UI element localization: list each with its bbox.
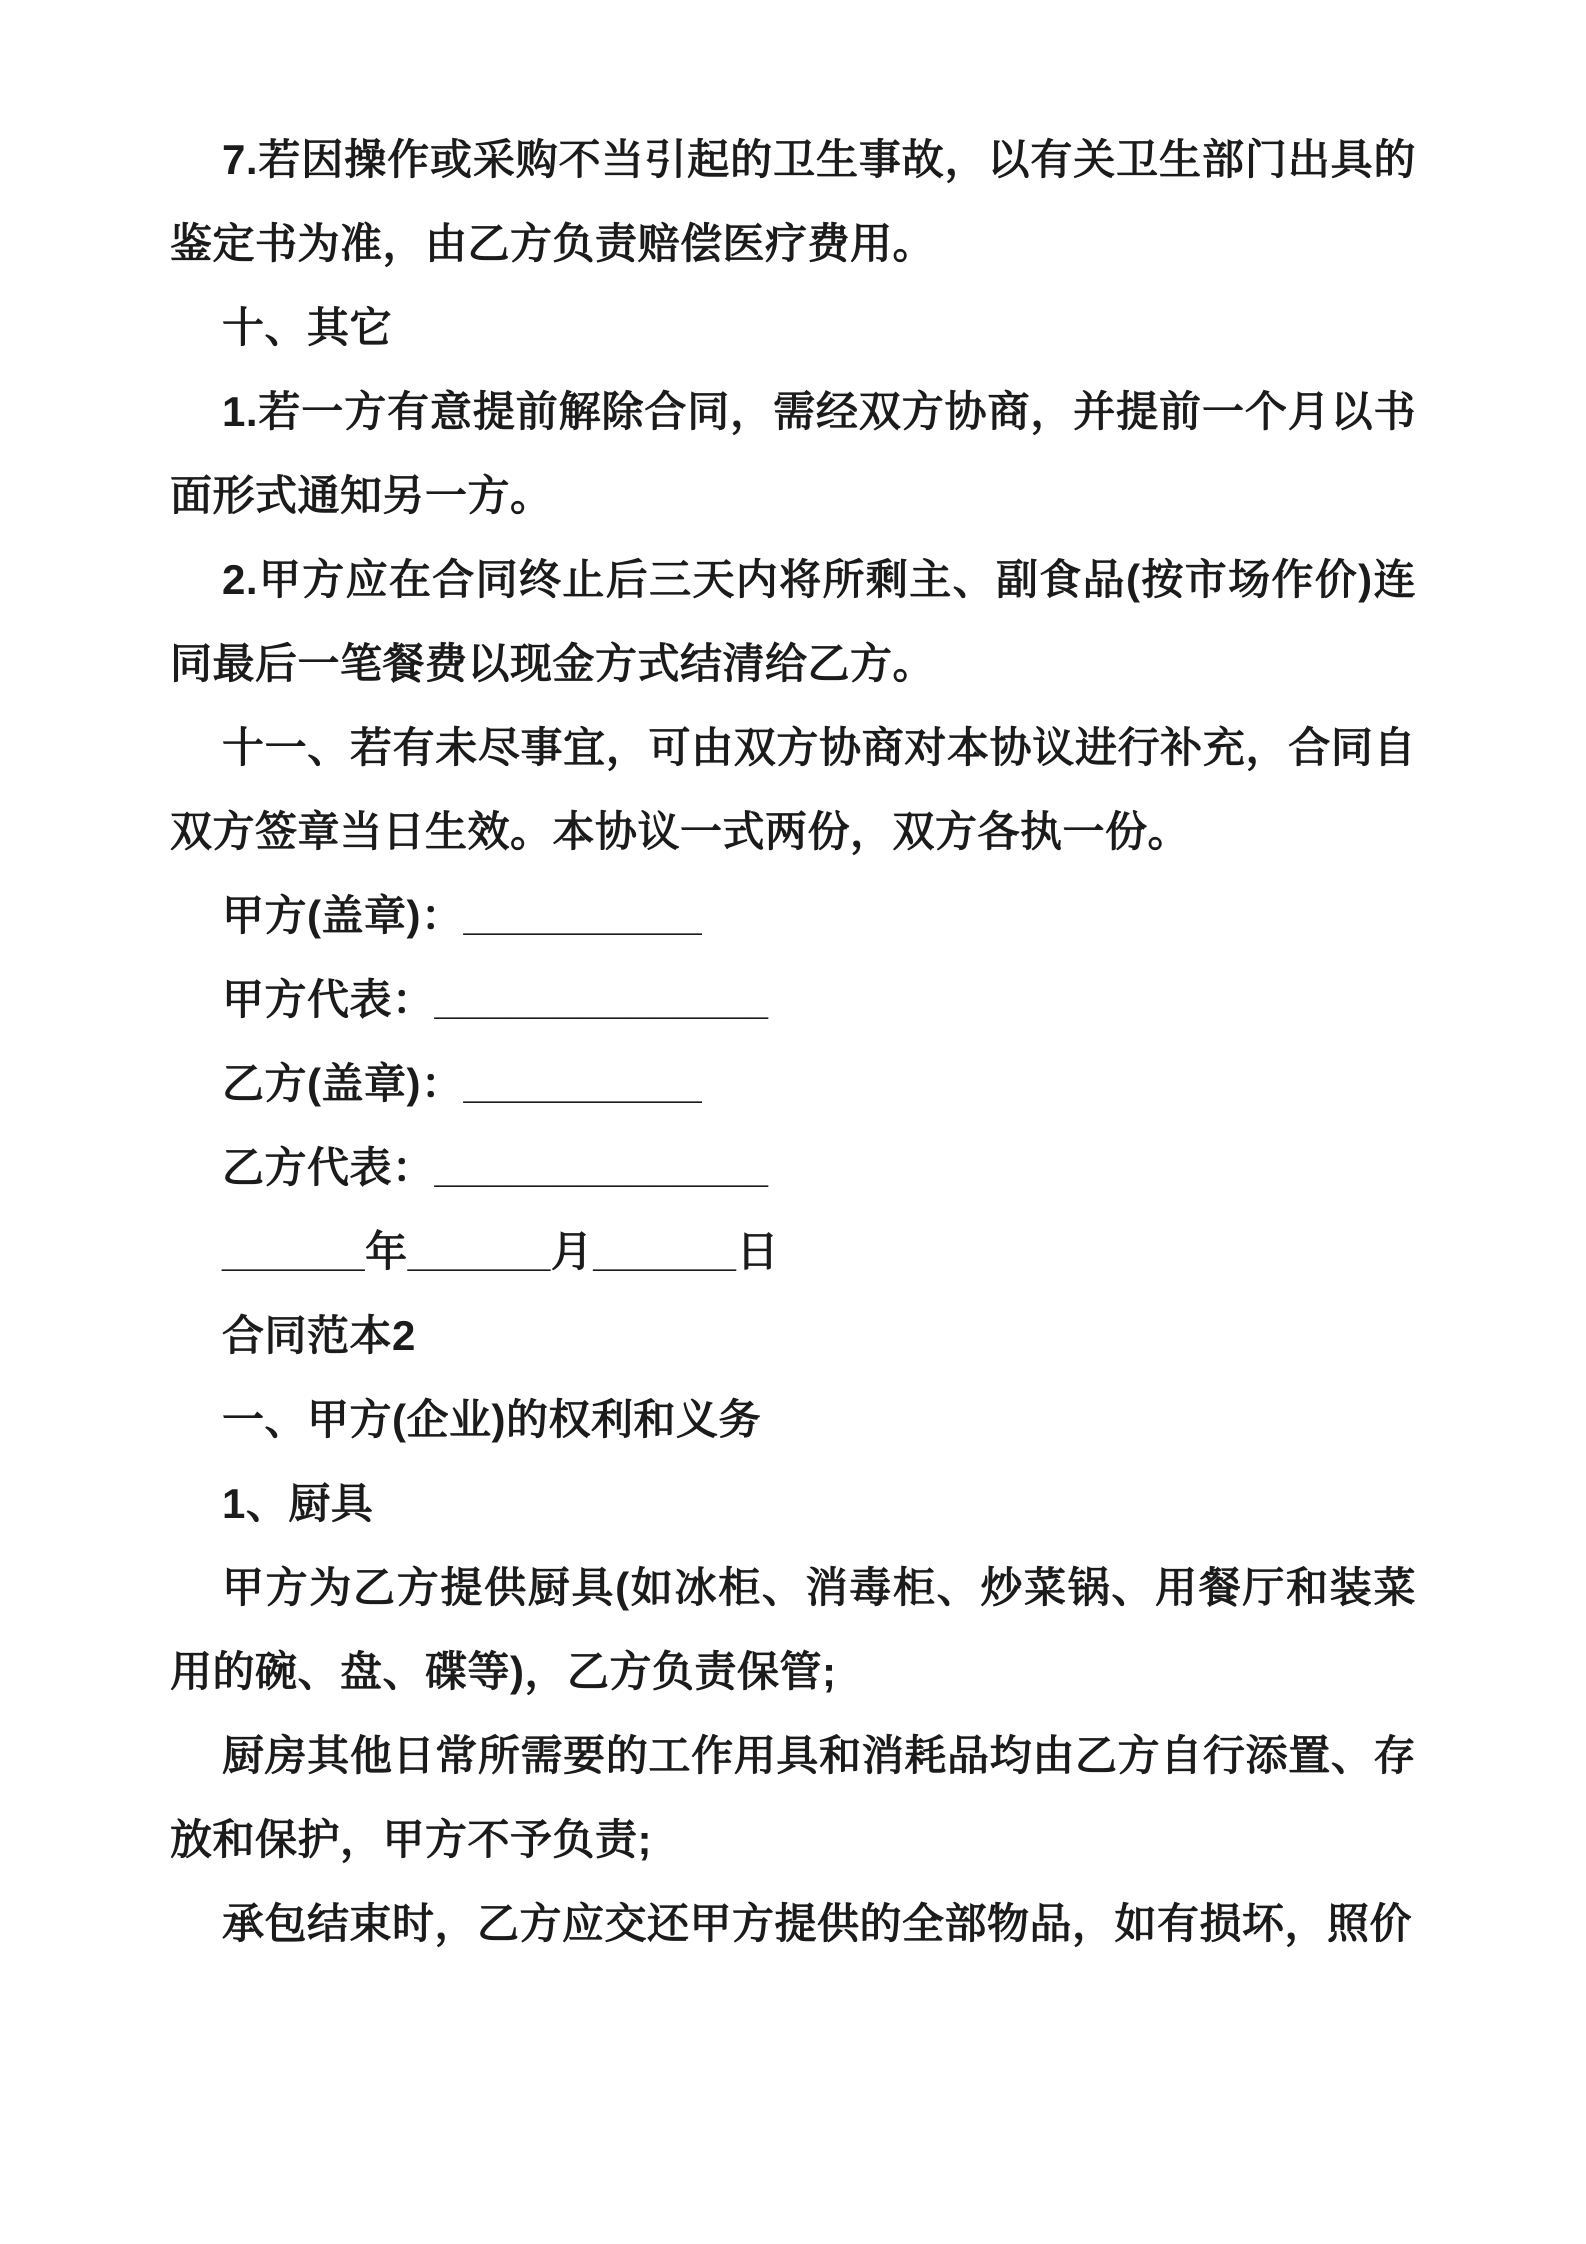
paragraph-kitchenware-provision: 甲方为乙方提供厨具(如冰柜、消毒柜、炒菜锅、用餐厅和装菜用的碗、盘、碟等)，乙方负责保管; [170,1564,1416,1695]
date-line: ______年______月______日 [222,1228,779,1275]
signature-line-party-b-seal: 乙方(盖章)：__________ [222,1060,703,1107]
paragraph-section-11: 十一、若有未尽事宜，可由双方协商对本协议进行补充，合同自双方签章当日生效。本协议一式两份，双方各执一份。 [170,724,1416,855]
paragraph-section-1-heading: 一、甲方(企业)的权利和义务 [222,1396,761,1443]
paragraph-section-10-item-1: 1.若一方有意提前解除合同，需经双方协商，并提前一个月以书面形式通知另一方。 [170,388,1416,519]
paragraph-kitchenware-consumables: 厨房其他日常所需要的工作用具和消耗品均由乙方自行添置、存放和保护，甲方不予负责; [170,1732,1416,1863]
paragraph-template-2-heading: 合同范本2 [222,1312,416,1359]
paragraph-section-10-item-2: 2.甲方应在合同终止后三天内将所剩主、副食品(按市场作价)连同最后一笔餐费以现金方式结清给乙方。 [170,556,1416,687]
paragraph-section-10-heading: 十、其它 [222,304,393,351]
signature-line-party-a-seal: 甲方(盖章)：__________ [222,892,703,939]
signature-line-party-a-representative: 甲方代表：______________ [222,976,769,1023]
paragraph-clause-7: 7.若因操作或采购不当引起的卫生事故，以有关卫生部门出具的鉴定书为准，由乙方负责赔偿医疗费用。 [170,136,1416,267]
paragraph-contract-end-return: 承包结束时，乙方应交还甲方提供的全部物品，如有损坏，照价 [222,1900,1413,1947]
paragraph-kitchenware-heading: 1、厨具 [222,1480,374,1527]
signature-line-party-b-representative: 乙方代表：______________ [222,1144,769,1191]
